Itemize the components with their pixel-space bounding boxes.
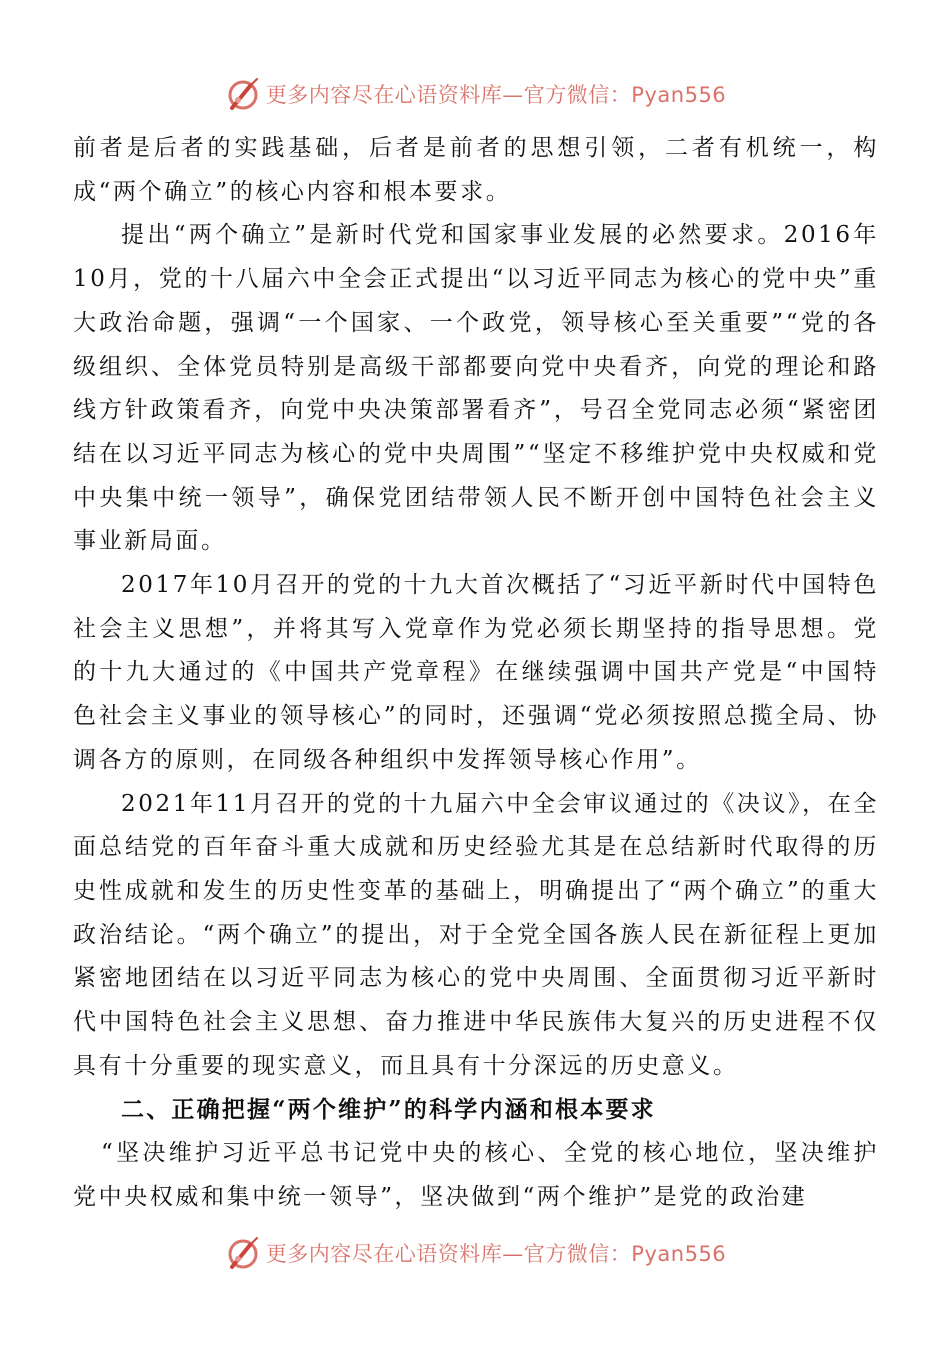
paragraph-2017: 2017年10月召开的党的十九大首次概括了“习近平新时代中国特色社会主义思想”，并将其写入党章作为党必须长期坚持的指导思想。党的十九大通过的《中国共产党章程》在继续强调中国共产党是“中国特色社会主义事业的领导核心”的同时，还强调“党必须按照总揽全局、协调各方的原则，在同级各种组织中发挥领导核心作用”。 — [73, 572, 879, 773]
watermark-text: 更多内容尽在心语资料库—官方微信：Pyan556 — [265, 83, 727, 107]
paragraph-2016: 提出“两个确立”是新时代党和国家事业发展的必然要求。2016年10月，党的十八届六中全会正式提出“以习近平同志为核心的党中央”重大政治命题，强调“一个国家、一个政党，领导核心至关重要”“党的各级组织、全体党员特别是高级干部都要向党中央看齐，向党的理论和路线方针政策看齐，向党中央决策部署看齐”，号召全党同志必须“紧密团结在以习近平同志为核心的党中央周围”“坚定不移维护党中央权威和党中央集中统一领导”，确保党团结带领人民不断开创中国特色社会主义事业新局面。 — [73, 222, 879, 555]
header-watermark — [0, 74, 950, 114]
paragraph-two-maintains: “坚决维护习近平总书记党中央的核心、全党的核心地位，坚决维护党中央权威和集中统一领导”，坚决做到“两个维护”是党的政治建 — [73, 1140, 879, 1210]
watermark-text: 更多内容尽在心语资料库—官方微信：Pyan556 — [265, 1242, 727, 1266]
footer-watermark — [0, 1233, 950, 1273]
section-heading: 二、正确把握“两个维护”的科学内涵和根本要求 — [121, 1096, 656, 1124]
paragraph-continuation: 前者是后者的实践基础，后者是前者的思想引领，二者有机统一，构成“两个确立”的核心内容和根本要求。 — [73, 135, 879, 205]
brush-logo-icon — [224, 74, 264, 114]
brush-logo-icon — [224, 1233, 264, 1273]
paragraph-2021: 2021年11月召开的党的十九届六中全会审议通过的《决议》，在全面总结党的百年奋斗重大成就和历史经验尤其是在总结新时代取得的历史性成就和发生的历史性变革的基础上，明确提出了“两个确立”的重大政治结论。“两个确立”的提出，对于全党全国各族人民在新征程上更加紧密地团结在以习近平同志为核心的党中央周围、全面贯彻习近平新时代中国特色社会主义思想、奋力推进中华民族伟大复兴的历史进程不仅具有十分重要的现实意义，而且具有十分深远的历史意义。 — [73, 790, 879, 1079]
document-body — [73, 127, 879, 1220]
